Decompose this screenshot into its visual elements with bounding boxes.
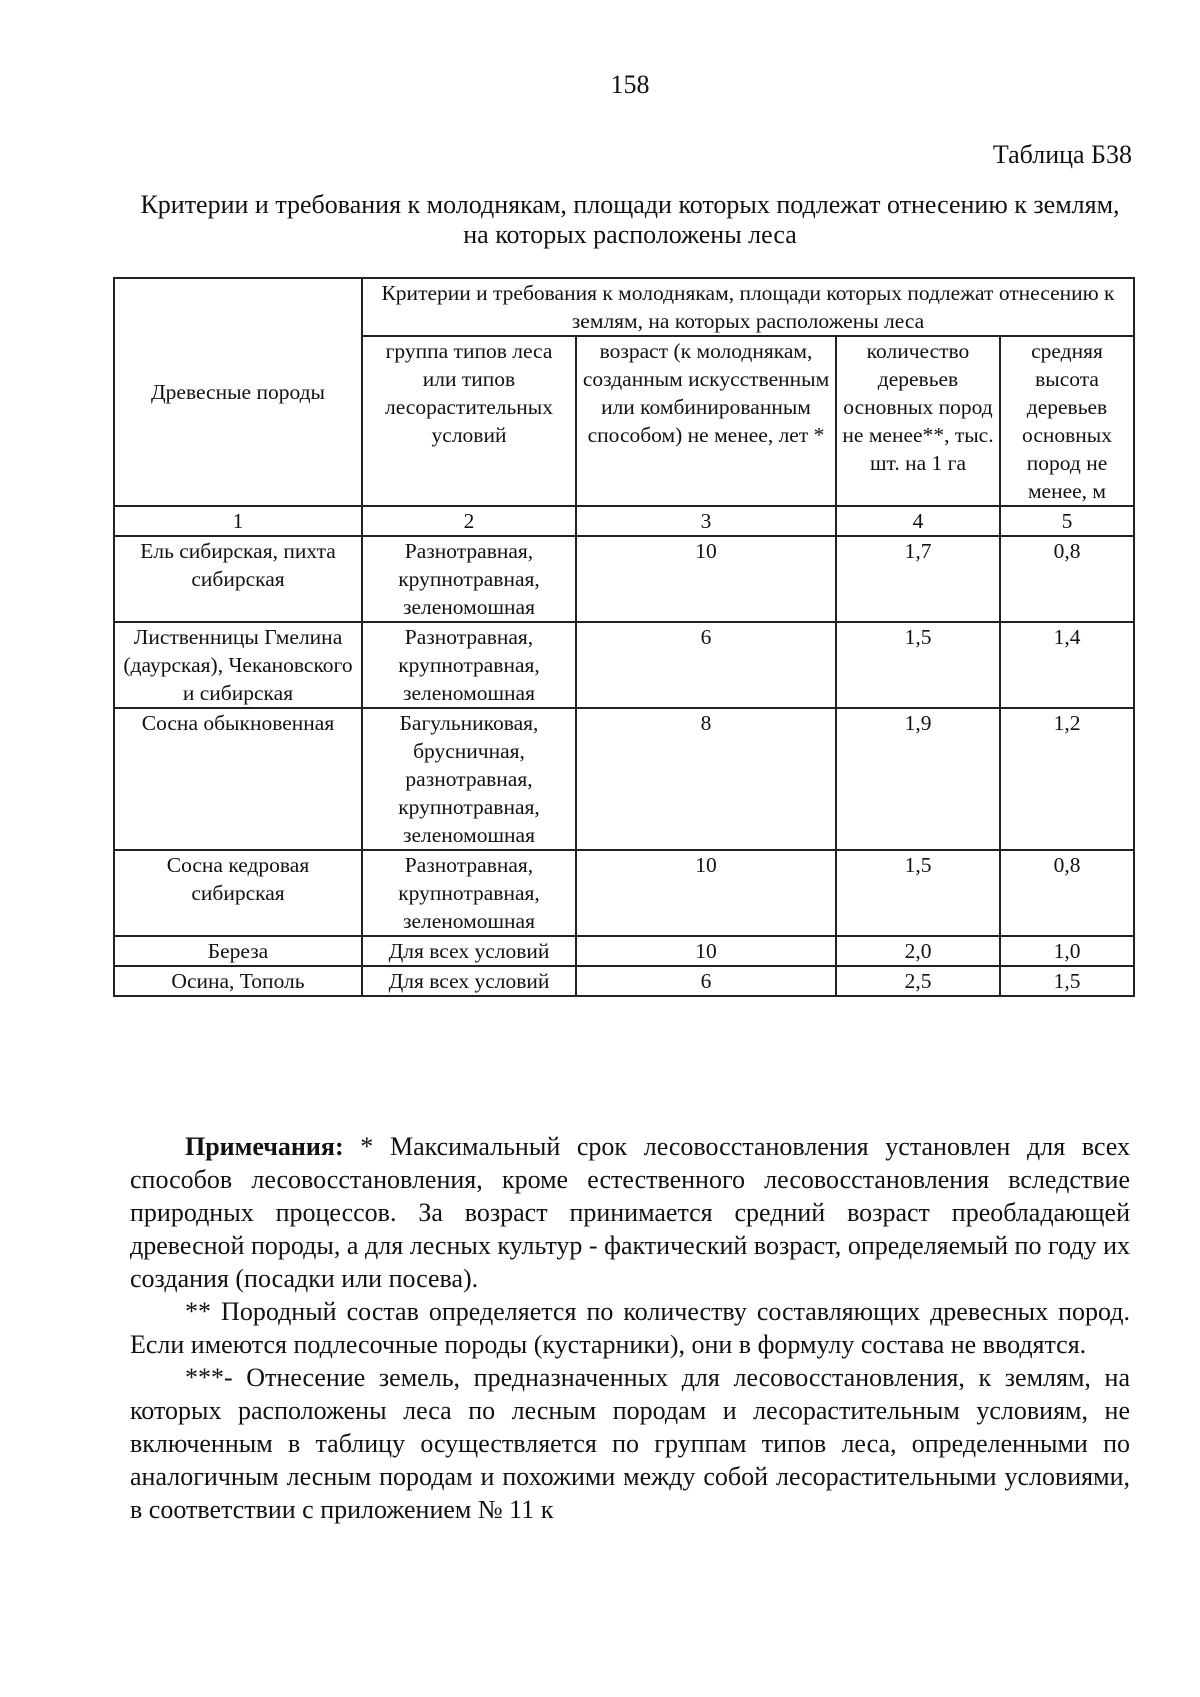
cell-count: 2,5: [836, 966, 1000, 996]
page-number: 158: [610, 70, 650, 99]
cell-species: Ель сибирская, пихта сибирская: [114, 536, 362, 622]
cell-age: 10: [576, 536, 836, 622]
table-row: [114, 622, 1134, 708]
cell-conditions: Для всех условий: [362, 936, 576, 966]
cell-species: Лиственницы Гмелина (даурская), Чекановского и сибирская: [114, 622, 362, 708]
cell-age: 6: [576, 622, 836, 708]
header-species: Древесные породы: [114, 278, 362, 506]
note-3: ***- Отнесение земель, предназначенных для лесовосстановления, к землям, на которых расположены леса по лесным породам и лесорастительным условиям, не включенным в таблицу осуществляется по группам типов леса, определенными по аналогичным лесным породам и похожими между собой лесорастительными условиями, в соответствии с приложением № 11 к: [130, 1363, 1130, 1524]
cell-height: 1,4: [1000, 622, 1134, 708]
header-conditions: группа типов леса или типов лесорастительных условий: [362, 336, 576, 506]
column-number-row: [114, 506, 1134, 536]
header-group: Критерии и требования к молоднякам, площади которых подлежат отнесению к землям, на которых расположены леса: [362, 278, 1134, 336]
cell-count: 2,0: [836, 936, 1000, 966]
cell-count: 1,7: [836, 536, 1000, 622]
header-height: средняя высота деревьев основных пород не менее, м: [1000, 336, 1134, 506]
notes-section: [130, 1130, 1130, 1526]
table-label: Таблица Б38: [992, 140, 1132, 169]
note-1-text: * Максимальный срок лесовосстановления установлен для всех способов лесовосстановления, кроме естественного лесовосстановления вследствие природных процессов. За возраст принимается средний возраст преобладающей древесной породы, а для лесных культур - фактический возраст, определяемый по году их создания (посадки или посева).: [130, 1132, 1131, 1293]
cell-conditions: Разнотравная, крупнотравная, зеленомошная: [362, 536, 576, 622]
cell-species: Сосна обыкновенная: [114, 708, 362, 850]
header-count: количество деревьев основных пород не менее**, тыс. шт. на 1 га: [836, 336, 1000, 506]
column-number: 4: [836, 506, 1000, 536]
cell-conditions: Разнотравная, крупнотравная, зеленомошная: [362, 850, 576, 936]
cell-age: 10: [576, 850, 836, 936]
table-row: [114, 966, 1134, 996]
cell-age: 6: [576, 966, 836, 996]
header-age: возраст (к молоднякам, созданным искусственным или комбинированным способом) не менее, лет *: [576, 336, 836, 506]
cell-species: Сосна кедровая сибирская: [114, 850, 362, 936]
note-1: [130, 1130, 1130, 1295]
cell-conditions: Разнотравная, крупнотравная, зеленомошная: [362, 622, 576, 708]
cell-species: Осина, Тополь: [114, 966, 362, 996]
table-header-row: [114, 278, 1134, 336]
cell-height: 0,8: [1000, 536, 1134, 622]
cell-height: 1,0: [1000, 936, 1134, 966]
note-2: ** Породный состав определяется по количеству составляющих древесных пород. Если имеются подлесочные породы (кустарники), они в формулу состава не вводятся.: [130, 1297, 1130, 1359]
cell-age: 10: [576, 936, 836, 966]
table-row: [114, 936, 1134, 966]
table-title: Критерии и требования к молоднякам, площади которых подлежат отнесению к землям, на которых расположены леса: [140, 190, 1120, 249]
cell-conditions: Багульниковая, брусничная, разнотравная, крупнотравная, зеленомошная: [362, 708, 576, 850]
column-number: 2: [362, 506, 576, 536]
cell-height: 1,2: [1000, 708, 1134, 850]
column-number: 1: [114, 506, 362, 536]
cell-count: 1,5: [836, 850, 1000, 936]
cell-height: 1,5: [1000, 966, 1134, 996]
cell-count: 1,9: [836, 708, 1000, 850]
notes-label: Примечания:: [185, 1132, 344, 1161]
table-row: [114, 850, 1134, 936]
table-row: [114, 708, 1134, 850]
table-row: [114, 536, 1134, 622]
cell-count: 1,5: [836, 622, 1000, 708]
cell-age: 8: [576, 708, 836, 850]
criteria-table: [113, 277, 1135, 997]
column-number: 5: [1000, 506, 1134, 536]
column-number: 3: [576, 506, 836, 536]
cell-height: 0,8: [1000, 850, 1134, 936]
cell-conditions: Для всех условий: [362, 966, 576, 996]
cell-species: Береза: [114, 936, 362, 966]
